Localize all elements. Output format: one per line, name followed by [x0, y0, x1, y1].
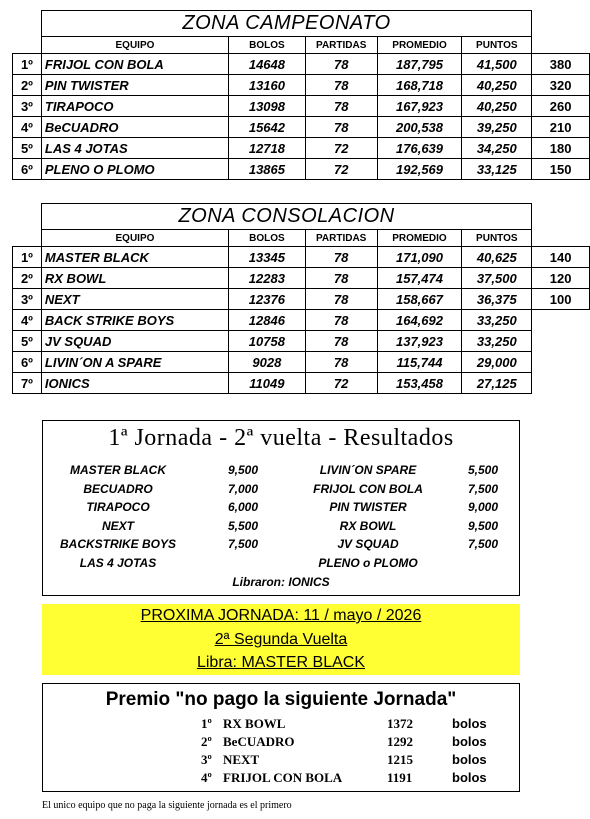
table-row — [13, 54, 590, 75]
bonus-points-cell: 260 — [532, 96, 590, 117]
team-cell: BeCUADRO — [41, 117, 228, 138]
team-cell: IONICS — [41, 373, 228, 394]
header-bolos: BOLOS — [229, 37, 306, 54]
puntos-cell: 33,250 — [462, 331, 532, 352]
team-cell: JV SQUAD — [41, 331, 228, 352]
header-promedio: PROMEDIO — [377, 230, 462, 247]
prize-value: 1191 — [387, 770, 413, 785]
position-cell: 6º — [13, 159, 42, 180]
puntos-cell: 29,000 — [462, 352, 532, 373]
bonus-points-cell: 150 — [532, 159, 590, 180]
match-home-score: 6,000 — [227, 500, 259, 514]
match-home-team: TIRAPOCO — [86, 500, 150, 514]
puntos-cell: 40,625 — [462, 247, 532, 268]
match-away-team: JV SQUAD — [337, 537, 399, 551]
match-home-team: LAS 4 JOTAS — [79, 555, 157, 570]
bolos-cell: 13160 — [229, 75, 306, 96]
prize-value: 1292 — [387, 734, 413, 749]
header-puntos: PUNTOS — [462, 230, 532, 247]
match-home-team: BECUADRO — [83, 481, 153, 496]
bolos-cell: 14648 — [229, 54, 306, 75]
bonus-points-cell: 210 — [532, 117, 590, 138]
puntos-cell: 36,375 — [462, 289, 532, 310]
position-cell: 3º — [13, 96, 42, 117]
team-cell: RX BOWL — [41, 268, 228, 289]
bolos-cell: 12376 — [229, 289, 306, 310]
team-cell: PIN TWISTER — [41, 75, 228, 96]
results-title: 1ª Jornada - 2ª vuelta - Resultados — [108, 425, 454, 451]
match-away-score: 7,500 — [467, 537, 499, 551]
partidas-cell: 72 — [305, 138, 377, 159]
partidas-cell: 78 — [305, 268, 377, 289]
promedio-cell: 187,795 — [377, 54, 462, 75]
puntos-cell: 40,250 — [462, 96, 532, 117]
match-home-score: 9,500 — [227, 463, 259, 477]
table-row — [13, 289, 590, 310]
promedio-cell: 200,538 — [377, 117, 462, 138]
match-away-score: 9,500 — [467, 518, 499, 533]
bolos-cell: 12718 — [229, 138, 306, 159]
puntos-cell: 34,250 — [462, 138, 532, 159]
puntos-cell: 41,500 — [462, 54, 532, 75]
promedio-cell: 192,569 — [377, 159, 462, 180]
match-away-team: PIN TWISTER — [329, 500, 407, 514]
match-home-score: 7,500 — [227, 537, 259, 551]
next-round-box — [42, 604, 520, 675]
promedio-cell: 164,692 — [377, 310, 462, 331]
promedio-cell: 171,090 — [377, 247, 462, 268]
position-cell: 3º — [13, 289, 42, 310]
prize-title: Premio "no pago la siguiente Jornada" — [105, 689, 457, 710]
prize-team: NEXT — [223, 752, 260, 767]
position-cell: 2º — [13, 75, 42, 96]
prize-position: 3º — [201, 752, 212, 767]
puntos-cell: 37,500 — [462, 268, 532, 289]
table-row — [13, 331, 590, 352]
next-round-phase: 2ª Segunda Vuelta — [214, 631, 348, 648]
match-home-score: 5,500 — [227, 518, 259, 533]
bolos-cell: 9028 — [229, 352, 306, 373]
promedio-cell: 167,923 — [377, 96, 462, 117]
match-home-team: NEXT — [101, 518, 134, 533]
header-partidas: PARTIDAS — [305, 230, 377, 247]
position-cell: 1º — [13, 247, 42, 268]
header-promedio: PROMEDIO — [377, 37, 462, 54]
prize-position: 1º — [201, 716, 212, 731]
next-round-bye: Libra: MASTER BLACK — [196, 654, 366, 671]
table-row — [13, 117, 590, 138]
puntos-cell: 40,250 — [462, 75, 532, 96]
table-row — [13, 159, 590, 180]
match-away-score: 7,500 — [467, 481, 499, 496]
prize-unit: bolos — [452, 716, 487, 731]
match-home-score: 7,000 — [227, 481, 259, 496]
bolos-cell: 15642 — [229, 117, 306, 138]
bonus-points-cell: 140 — [532, 247, 590, 268]
team-cell: PLENO O PLOMO — [41, 159, 228, 180]
partidas-cell: 78 — [305, 96, 377, 117]
header-equipo: EQUIPO — [41, 230, 228, 247]
results-box — [42, 420, 520, 596]
promedio-cell: 168,718 — [377, 75, 462, 96]
partidas-cell: 78 — [305, 331, 377, 352]
table-row — [13, 96, 590, 117]
prize-unit: bolos — [452, 734, 487, 749]
team-cell: NEXT — [41, 289, 228, 310]
prize-position: 4º — [201, 770, 212, 785]
header-puntos: PUNTOS — [462, 37, 532, 54]
table-row — [13, 247, 590, 268]
table-row — [13, 75, 590, 96]
table-row — [13, 138, 590, 159]
match-away-team: PLENO o PLOMO — [318, 555, 418, 570]
campeonato-table — [12, 10, 590, 180]
promedio-cell: 115,744 — [377, 352, 462, 373]
promedio-cell: 158,667 — [377, 289, 462, 310]
position-cell: 4º — [13, 117, 42, 138]
match-away-score: 5,500 — [467, 463, 499, 477]
partidas-cell: 72 — [305, 373, 377, 394]
prize-value: 1372 — [387, 716, 413, 731]
bonus-points-cell: 320 — [532, 75, 590, 96]
partidas-cell: 78 — [305, 247, 377, 268]
promedio-cell: 137,923 — [377, 331, 462, 352]
consolacion-table — [12, 203, 590, 394]
bolos-cell: 12846 — [229, 310, 306, 331]
consolacion-title: ZONA CONSOLACION — [41, 204, 531, 230]
match-away-team: LIVIN´ON SPARE — [319, 463, 417, 477]
empty-cell — [532, 310, 590, 331]
puntos-cell: 33,125 — [462, 159, 532, 180]
header-partidas: PARTIDAS — [305, 37, 377, 54]
consolacion-header-row — [13, 230, 590, 247]
prize-position: 2º — [201, 734, 212, 749]
bonus-points-cell: 380 — [532, 54, 590, 75]
position-cell: 5º — [13, 331, 42, 352]
prize-unit: bolos — [452, 770, 487, 785]
position-cell: 4º — [13, 310, 42, 331]
bonus-points-cell: 120 — [532, 268, 590, 289]
match-home-team: BACKSTRIKE BOYS — [59, 537, 176, 551]
table-row — [13, 352, 590, 373]
bolos-cell: 13098 — [229, 96, 306, 117]
puntos-cell: 39,250 — [462, 117, 532, 138]
campeonato-header-row — [13, 37, 590, 54]
team-cell: LAS 4 JOTAS — [41, 138, 228, 159]
prize-value: 1215 — [387, 752, 413, 767]
prize-box — [42, 683, 520, 792]
table-row — [13, 373, 590, 394]
match-away-team: RX BOWL — [339, 518, 397, 533]
position-cell: 6º — [13, 352, 42, 373]
puntos-cell: 33,250 — [462, 310, 532, 331]
empty-cell — [532, 373, 590, 394]
bolos-cell: 11049 — [229, 373, 306, 394]
team-cell: MASTER BLACK — [41, 247, 228, 268]
prize-team: FRIJOL CON BOLA — [223, 770, 343, 785]
position-cell: 1º — [13, 54, 42, 75]
bonus-points-cell: 100 — [532, 289, 590, 310]
partidas-cell: 78 — [305, 310, 377, 331]
team-cell: TIRAPOCO — [41, 96, 228, 117]
partidas-cell: 78 — [305, 289, 377, 310]
partidas-cell: 78 — [305, 352, 377, 373]
results-bye: Libraron: IONICS — [232, 575, 330, 589]
promedio-cell: 153,458 — [377, 373, 462, 394]
position-cell: 2º — [13, 268, 42, 289]
promedio-cell: 157,474 — [377, 268, 462, 289]
table-row — [13, 268, 590, 289]
promedio-cell: 176,639 — [377, 138, 462, 159]
header-bolos: BOLOS — [229, 230, 306, 247]
team-cell: FRIJOL CON BOLA — [41, 54, 228, 75]
next-round-date: PROXIMA JORNADA: 11 / mayo / 2026 — [140, 607, 422, 624]
position-cell: 7º — [13, 373, 42, 394]
match-home-team: MASTER BLACK — [70, 463, 166, 477]
prize-team: RX BOWL — [223, 716, 286, 731]
partidas-cell: 78 — [305, 75, 377, 96]
prize-unit: bolos — [452, 752, 487, 767]
footnote: El unico equipo que no paga la siguiente jornada es el primero — [42, 800, 292, 811]
header-equipo: EQUIPO — [41, 37, 228, 54]
bolos-cell: 13865 — [229, 159, 306, 180]
bonus-points-cell: 180 — [532, 138, 590, 159]
bolos-cell: 10758 — [229, 331, 306, 352]
bolos-cell: 12283 — [229, 268, 306, 289]
puntos-cell: 27,125 — [462, 373, 532, 394]
prize-team: BeCUADRO — [223, 734, 295, 749]
partidas-cell: 78 — [305, 117, 377, 138]
team-cell: LIVIN´ON A SPARE — [41, 352, 228, 373]
partidas-cell: 72 — [305, 159, 377, 180]
empty-cell — [532, 352, 590, 373]
bolos-cell: 13345 — [229, 247, 306, 268]
match-away-score: 9,000 — [467, 500, 499, 514]
partidas-cell: 78 — [305, 54, 377, 75]
campeonato-title: ZONA CAMPEONATO — [41, 11, 531, 37]
team-cell: BACK STRIKE BOYS — [41, 310, 228, 331]
empty-cell — [532, 331, 590, 352]
table-row — [13, 310, 590, 331]
position-cell: 5º — [13, 138, 42, 159]
match-away-team: FRIJOL CON BOLA — [313, 481, 423, 496]
